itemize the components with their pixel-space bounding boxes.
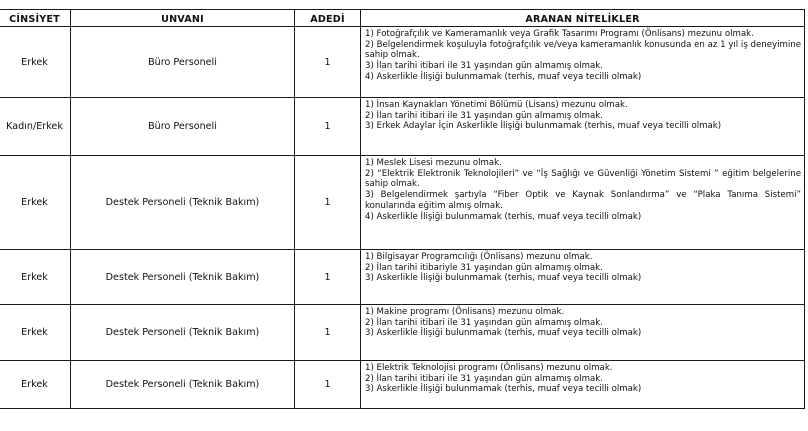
qualification-item: 3) Erkek Adaylar İçin Askerlikle İlişiği bulunmamak (terhis, muaf veya tecilli olmak)	[365, 121, 722, 132]
table-row	[0, 27, 805, 98]
table-row	[0, 305, 805, 361]
qualifications-cell	[361, 27, 805, 98]
gender-cell: Erkek	[0, 27, 71, 98]
header-gender: CİNSİYET	[0, 10, 71, 27]
qualification-item: 1) Fotoğrafçılık ve Kameramanlık veya Grafik Tasarımı Programı (Önlisans) mezunu olmak.	[365, 29, 754, 39]
title-cell: Büro Personeli	[71, 27, 295, 98]
qualification-item: 1) Makine programı (Önlisans) mezunu olmak.	[365, 307, 565, 317]
qualifications-cell	[361, 156, 805, 250]
qualifications-cell	[361, 361, 805, 409]
gender-cell: Erkek	[0, 156, 71, 250]
title-cell: Destek Personeli (Teknik Bakım)	[71, 361, 295, 409]
qualification-item: 2) İlan tarihi itibari ile 31 yaşından gün almamış olmak.	[365, 317, 603, 328]
table-row	[0, 361, 805, 409]
table-row	[0, 156, 805, 250]
table-row	[0, 98, 805, 156]
header-count: ADEDİ	[295, 10, 361, 27]
qualification-item: 1) Elektrik Teknolojisi programı (Önlisans) mezunu olmak.	[365, 363, 613, 373]
qualification-item: 2) İlan tarihi itibariyle 31 yaşından gün almamış olmak.	[365, 262, 603, 273]
count-cell: 1	[295, 27, 361, 98]
header-row	[0, 10, 805, 27]
qualification-item: 3) İlan tarihi itibari ile 31 yaşından gün almamış olmak.	[365, 61, 603, 72]
qualification-item: 1) Bilgisayar Programcılığı (Önlisans) mezunu olmak.	[365, 252, 593, 262]
table-row	[0, 250, 805, 305]
qualification-item: 3) Belgelendirmek şartıyla “Fiber Optik ve Kaynak Sonlandırma” ve “Plaka Tanıma Sistemi” konularında eğitim almış olmak.	[365, 190, 801, 211]
header-title: UNVANI	[71, 10, 295, 27]
count-cell: 1	[295, 361, 361, 409]
title-cell: Destek Personeli (Teknik Bakım)	[71, 305, 295, 361]
qualification-item: 4) Askerlikle İlişiği bulunmamak (terhis, muaf veya tecilli olmak)	[365, 71, 642, 82]
title-cell: Destek Personeli (Teknik Bakım)	[71, 250, 295, 305]
gender-cell: Kadın/Erkek	[0, 98, 71, 156]
count-cell: 1	[295, 250, 361, 305]
qualification-item: 3) Askerlikle İlişiği bulunmamak (terhis, muaf veya tecilli olmak)	[365, 273, 642, 284]
qualification-item: 2) “Elektrik Elektronik Teknolojileri” ve “İş Sağlığı ve Güvenliği Yönetim Sistemi ” eğitim belgelerine sahip olmak.	[365, 168, 801, 190]
qualification-item: 3) Askerlikle İlişiği bulunmamak (terhis, muaf veya tecilli olmak)	[365, 384, 642, 395]
title-cell: Destek Personeli (Teknik Bakım)	[71, 156, 295, 250]
qualification-item: 2) Belgelendirmek koşuluyla fotoğrafçılık ve/veya kameramanlık konusunda en az 1 yıl iş deneyimine sahip olmak.	[365, 39, 801, 61]
qualifications-cell	[361, 250, 805, 305]
job-listing-table	[0, 9, 805, 409]
qualification-item: 2) İlan tarihi itibari ile 31 yaşından gün almamış olmak.	[365, 373, 603, 384]
qualification-item: 2) İlan tarihi itibari ile 31 yaşından gün almamış olmak.	[365, 110, 603, 121]
gender-cell: Erkek	[0, 250, 71, 305]
gender-cell: Erkek	[0, 305, 71, 361]
count-cell: 1	[295, 98, 361, 156]
count-cell: 1	[295, 305, 361, 361]
qualification-item: 1) Meslek Lisesi mezunu olmak.	[365, 158, 502, 168]
qualification-item: 3) Askerlikle İlişiği bulunmamak (terhis, muaf veya tecilli olmak)	[365, 328, 642, 339]
qualification-item: 1) İnsan Kaynakları Yönetimi Bölümü (Lisans) mezunu olmak.	[365, 100, 628, 110]
header-qualifications: ARANAN NİTELİKLER	[361, 10, 805, 27]
qualification-item: 4) Askerlikle İlişiği bulunmamak (terhis, muaf veya tecilli olmak)	[365, 211, 642, 222]
count-cell: 1	[295, 156, 361, 250]
qualifications-cell	[361, 98, 805, 156]
gender-cell: Erkek	[0, 361, 71, 409]
qualifications-cell	[361, 305, 805, 361]
title-cell: Büro Personeli	[71, 98, 295, 156]
